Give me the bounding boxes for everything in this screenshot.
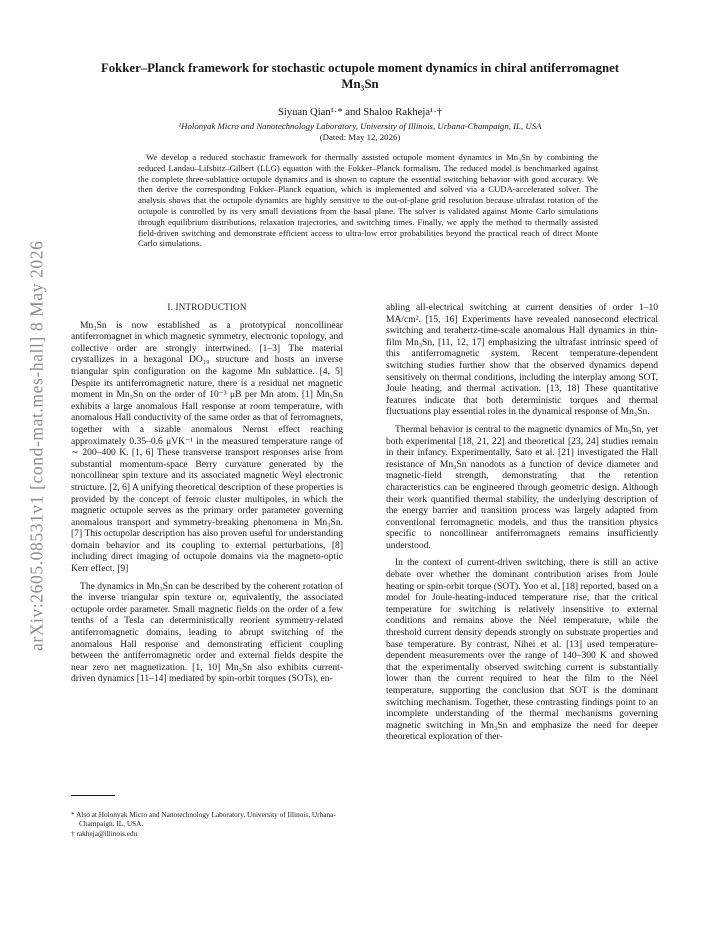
paper-header [68, 60, 652, 143]
section-heading-introduction: I. INTRODUCTION [167, 302, 247, 312]
paragraph: The dynamics in Mn₃Sn can be described by the coherent rotation of the inverse triangular spin texture or, equivalently, the associated octupole order parameter. Small magnetic fields on the order of a few tenths of a Tesla can deterministically reorient symmetry-related antiferromagnetic domains, leading to abrupt switching of the anomalous Hall response and demonstrating efficient coupling between the antiferromagnetic order and external fields despite the near zero net magnetization. [1, 10] Mn₃Sn also exhibits current-driven dynamics [11–14] mediated by spin-orbit torques (SOTs), en- [71, 580, 343, 685]
left-column [71, 302, 343, 691]
title-line-2: Mn₃Sn [341, 77, 379, 91]
title-line-1: Fokker–Planck framework for stochastic octupole moment dynamics in chiral antiferromagnet [100, 61, 620, 75]
footnote-email: † rakheja@illinois.edu [71, 829, 138, 838]
paragraph: In the context of current-driven switching, there is still an active debate over whether the dominant contribution arises from Joule heating or spin-orbit torque (SOT). Yoo et al. [18] reported, based on a model for Joule-heating-induced temperature rise, that the critical temperature for switching is relatively insensitive to external conditions and remains above the Néel temperature, while the threshold current density depends strongly on substrate properties and base temperature. By contrast, Nihei et al. [13] used temperature-dependent measurements over the range of 140–300 K and showed that the experimentally observed switching current is substantially lower than the current required to heat the film to the Néel temperature, supporting the conclusion that SOT is the dominant switching mechanism. Together, these contrasting findings point to an incomplete understanding of the thermal mechanisms governing magnetic switching in Mn₃Sn and emphasize the need for deeper theoretical exploration of ther- [386, 557, 658, 743]
abstract: We develop a reduced stochastic framework for thermally assisted octupole moment dynamics in Mn₃Sn by combining the reduced Landau–Lifshitz–Gilbert (LLG) equation with the Fokker–Planck formalism. The reduced model is benchmarked against the complete three-sublattice octupole dynamics and is shown to capture the essential switching behavior with good accuracy. We then derive the corresponding Fokker–Planck equation, which is implemented and solved via a CUDA-accelerated solver. The analysis shows that the octupole dynamics are highly sensitive to the out-of-plane grid resolution because ultrafast rotation of the octupole is controlled by its very small deviations from the basal plane. The solver is validated against Monte Carlo simulations through equilibrium distributions, relaxation trajectories, and switching times. Finally, we apply the method to thermally assisted field-driven switching and demonstrate efficient access to ultra-low error probabilities beyond the practical reach of direct Monte Carlo simulations. [138, 152, 598, 249]
paragraph: Thermal behavior is central to the magnetic dynamics of Mn₃Sn, yet both experimental [18, 21, 22] and theoretical [23, 24] studies remain in their infancy. Experimentally, Sato et al. [21] investigated the Hall resistance of Mn₃Sn nanodots as a function of device diameter and magnetic-field strength, demonstrating that the retention characteristics can be engineered through geometric design. Although their work quantified thermal stability, the underlying description of the energy barrier and transition process was largely adapted from conventional ferromagnetic models, and thus the transition physics specific to noncollinear antiferromagnets remains insufficiently understood. [386, 423, 658, 551]
date-line: (Dated: May 12, 2026) [319, 132, 401, 142]
paragraph: Mn₃Sn is now established as a prototypical noncollinear antiferromagnet in which magnetic symmetry, electronic topology, and collective order are strongly intertwined. [1–3] The material crystallizes in a hexagonal DO₁₉ structure and hosts an inverse triangular spin configuration on the kagome Mn sublattice. [4, 5] Despite its antiferromagnetic nature, there is a residual net magnetic moment in Mn₃Sn on the order of 10⁻³ μB per Mn atom. [1] Mn₃Sn exhibits a large anomalous Hall response at room temperature, with anomalous Hall conductivity of the same order as that of ferromagnets, together with a sizable anomalous Nernst effect reaching approximately 0.35–0.6 μVK⁻¹ in the measured temperature range of ∼ 200–400 K. [1, 6] These transverse transport responses arise from substantial momentum-space Berry curvature generated by the noncollinear spin texture and its associated magnetic Weyl electronic structure. [2, 6] A unifying theoretical description of these properties is provided by the concept of ferroic cluster multipoles, in which the magnetic octupole serves as the primary order parameter governing anomalous transport and symmetry-breaking phenomena in Mn₃Sn. [7] This octupolar description has also proven useful for understanding domain behavior and its coupling to external perturbations, [8] including direct imaging of octupole domains via the magneto-optic Kerr effect. [9] [71, 319, 343, 575]
arxiv-identifier-stamp: arXiv:2605.08531v1 [cond-mat.mes-hall] 8 May 2026 [26, 240, 47, 652]
paragraph: abling all-electrical switching at current densities of order 1–10 MA/cm². [15, 16] Experiments have revealed nanosecond electrical switching and terahertz-time-scale anomalous Hall dynamics in thin-film Mn₃Sn, [11, 12, 17] emphasizing the ultrafast intrinsic speed of this antiferromagnetic system. Recent temperature-dependent switching studies further show that the observed dynamics depend sensitively on thermal conditions, including the interplay among SOT, Joule heating, and thermal activation. [13, 18] These quantitative features indicate that both deterministic torques and thermal fluctuations play essential roles in the dynamical response of Mn₃Sn. [386, 302, 658, 418]
paper-title [68, 60, 652, 92]
author-list: Siyuan Qian¹·* and Shaloo Rakheja¹·† [277, 107, 443, 118]
affiliation: ¹Holonyak Micro and Nanotechnology Laboratory, University of Illinois, Urbana-Champaign, IL, USA [178, 121, 542, 131]
footnote: * Also at Holonyak Micro and Nanotechnology Laboratory, University of Illinois, Urbana-Champaign, IL, USA. [71, 810, 336, 828]
footnotes [71, 810, 343, 839]
right-column [386, 302, 658, 749]
footnote-divider [71, 795, 115, 796]
